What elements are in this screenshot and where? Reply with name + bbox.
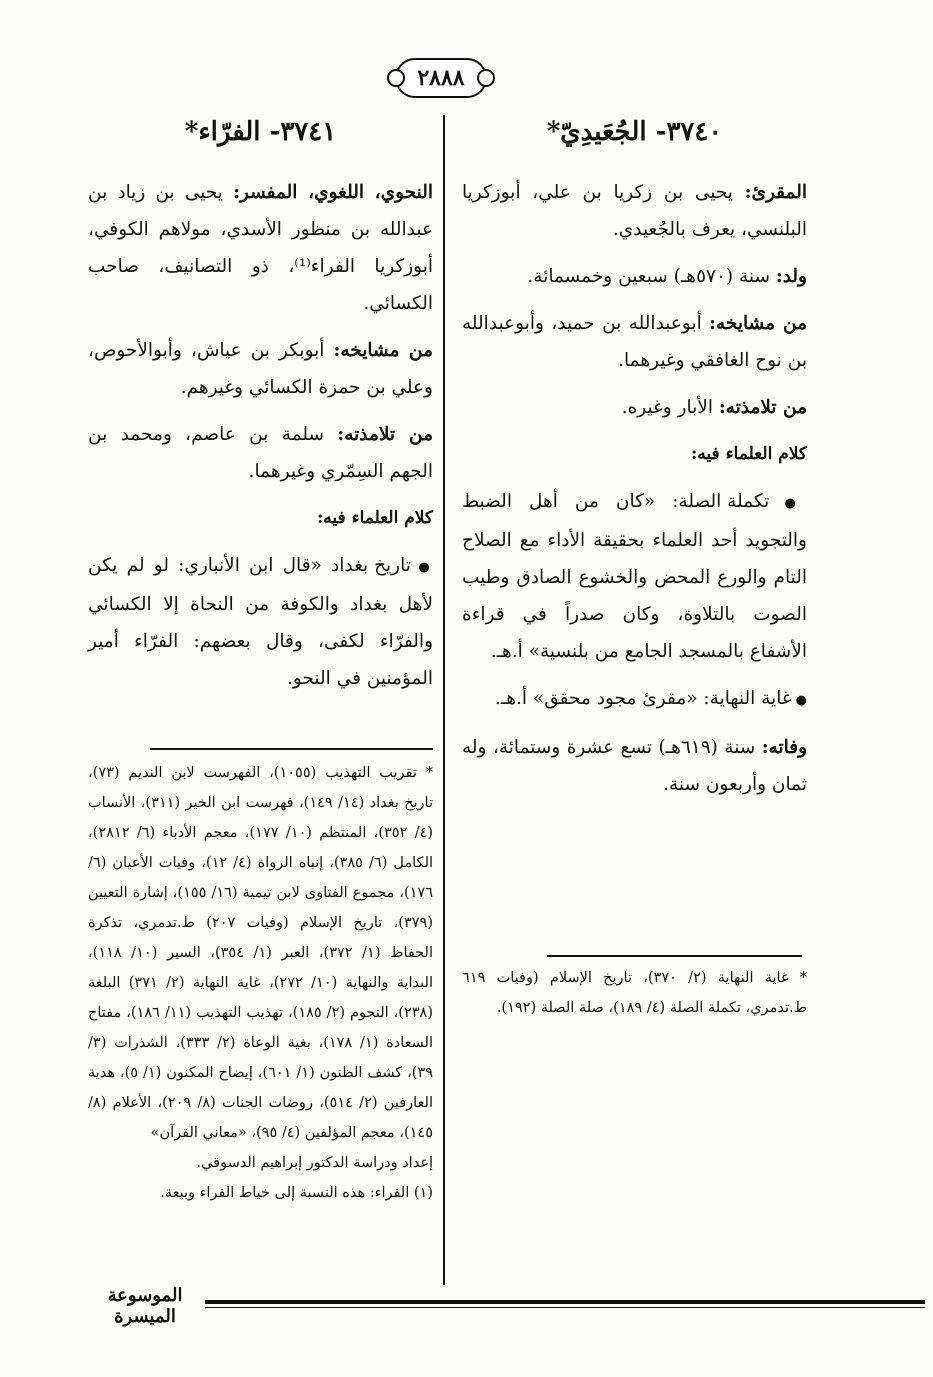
entry-intro: النحوي، اللغوي، المفسر: يحيى بن زياد بن عبدالله بن منظور الأسدي، مولاهم الكوفي، أبوزكريا الفراء⁽¹⁾، ذو التصانيف، صاحب الكسائي. <box>88 182 434 314</box>
quote-ghaya: ● غاية النهاية: «مقرئ مجود محقق» أ.هـ. <box>462 680 807 719</box>
entry-3740 <box>462 112 807 813</box>
page-number: ٢٨٨٨ <box>395 58 487 98</box>
scholars-heading: كلام العلماء فيه: <box>317 508 433 528</box>
entry-3741 <box>88 112 433 707</box>
footnote-prep: إعداد ودراسة الدكتور إبراهيم الدسوقي. <box>196 1155 433 1171</box>
footnote-1: (١) الفراء: هذه النسبة إلى خياط الفراء وبيعة. <box>160 1185 433 1201</box>
footer-rule-thin <box>205 1307 925 1308</box>
birth: ولد: سنة (٥٧٠هـ) سبعين وخمسمائة. <box>527 266 807 287</box>
footnote-left <box>88 758 433 1208</box>
teachers: من مشايخه: أبوعبدالله بن حميد، وأبوعبدالله بن نوح الغافقي وغيرهما. <box>462 313 807 371</box>
footnote-rule-right <box>547 955 802 957</box>
students: من تلامذته: سلمة بن عاصم، ومحمد بن الجهم السِمّري وغيرهما. <box>88 424 433 482</box>
footnote-right: * غاية النهاية (٢/ ٣٧٠)، تاريخ الإسلام (وفيات ٦١٩ ط.تدمري، تكملة الصلة (٤/ ١٨٩)، صلة الصلة (١٩٢). <box>462 970 807 1016</box>
quote-tarikh-baghdad: ● تاريخ بغداد «قال ابن الأنباري: لو لم يكن لأهل بغداد والكوفة من النحاة إلا الكسائي والفرّاء لكفى، وقال بعضهم: الفرّاء أمير المؤمنين في النحو. <box>88 547 433 697</box>
entry-title-3741: ٣٧٤١- الفرّاء* <box>184 117 337 147</box>
column-divider <box>443 115 445 1285</box>
scholars-heading: كلام العلماء فيه: <box>691 444 807 464</box>
footnote-rule-left <box>150 748 433 750</box>
teachers: من مشايخه: أبوبكر بن عياش، وأبوالأحوص، وعلي بن حمزة الكسائي وغيرهم. <box>88 340 433 398</box>
entry-title-3740: ٣٧٤٠- الجُعَيدِيّ* <box>546 117 723 147</box>
quote-takmila: ● تكملة الصلة: «كان من أهل الضبط والتجويد أحد العلماء بحقيقة الأداء مع الصلاح التام والورع المحض والخشوع الصادق وطيب الصوت بالتلاوة، وكان صدراً في قراءة الأشفاع بالمسجد الجامع من بلنسية» أ.هـ. <box>462 483 807 670</box>
footer-rule <box>205 1300 925 1304</box>
entry-intro: المقرئ: يحيى بن زكريا بن علي، أبوزكريا البلنسي، يعرف بالجُعيدي. <box>462 182 807 240</box>
students: من تلامذته: الأبار وغيره. <box>621 397 807 418</box>
death: وفاته: سنة (٦١٩هـ) تسع عشرة وستمائة، وله ثمان وأربعون سنة. <box>462 737 808 795</box>
label: المقرئ: <box>744 182 807 203</box>
footnote-sources: * تقريب التهذيب (١٠٥٥)، الفهرست لابن النديم (٧٣)، تاريخ بغداد (١٤/ ١٤٩)، فهرست ابن الخير (٣١١)، الأنساب (٤/ ٣٥٢)، المنتظم (١٠/ ١٧٧)، معجم الأدباء (٦/ ٢٨١٢)، الكامل (٦/ ٣٨٥)، إنباه الرواة (٤/ ١٢)، وفيات الأعيان (٦/ ١٧٦)، مجموع الفتاوى لابن تيمية (١٦/ ١٥٥)، إشارة التعيين (٣٧٩)، تاريخ الإسلام (وفيات ٢٠٧) ط.تدمري، تذكرة الحفاظ (١/ ٣٧٢)، العبر (١/ ٣٥٤)، السير (١٠/ ١١٨)، البداية والنهاية (١٠/ ٢٧٢)، غاية النهاية (٢/ ٣٧١) البلغة (٢٣٨)، النجوم (٢/ ١٨٥)، تهذيب التهذيب (١١/ ١٨٦)، مفتاح السعادة (١/ ١٧٨)، بغية الوعاة (٢/ ٣٣٣)، الشذرات (٣/ ٣٩)، كشف الظنون (١/ ٦٠١)، إيضاح المكنون (١/ ٥)، هدية العارفين (٢/ ٥١٤)، روضات الجنات (٨/ ٢٠٩)، الأعلام (٨/ ١٤٥)، معجم المؤلفين (٤/ ٩٥)، «معاني القرآن» <box>88 765 434 1141</box>
footer-title: الموسوعة الميسرة <box>107 1285 183 1327</box>
